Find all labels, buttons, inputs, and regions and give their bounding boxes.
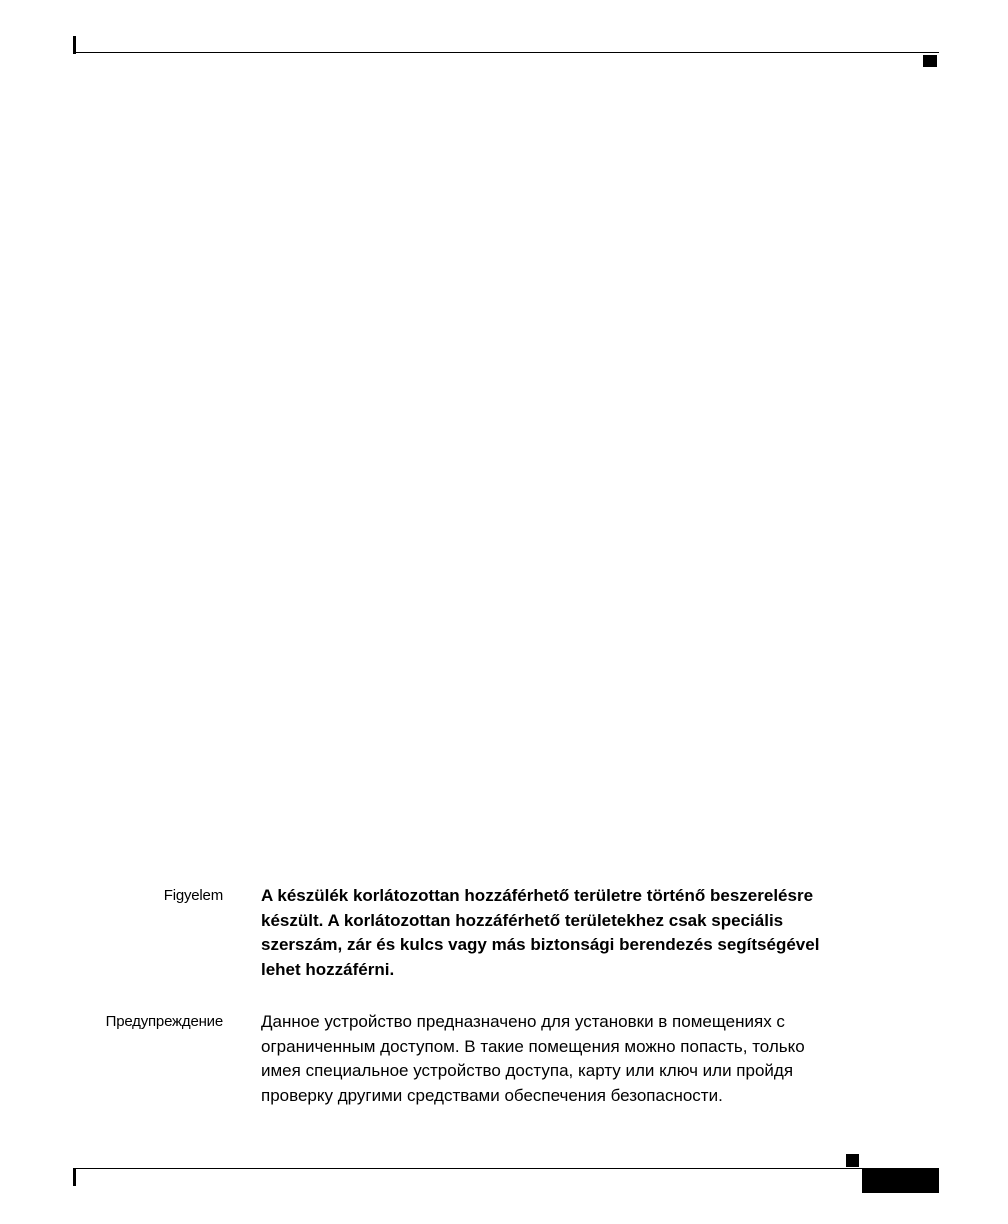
warning-text xyxy=(261,884,901,982)
warning-text-line: ограниченным доступом. В такие помещения можно попасть, только xyxy=(261,1036,805,1056)
warning-text-line: lehet hozzáférni. xyxy=(261,959,395,979)
warning-label: Figyelem xyxy=(163,887,223,904)
warning-label: Предупреждение xyxy=(105,1013,223,1030)
footer-marker xyxy=(846,1154,859,1167)
footer-rule xyxy=(73,1168,939,1169)
page-number-tab xyxy=(862,1168,939,1193)
warning-text-line: szerszám, zár és kulcs vagy más biztonsági berendezés segítségével xyxy=(261,935,820,954)
footer-tick xyxy=(73,1168,76,1186)
header-marker xyxy=(923,55,937,67)
header-rule xyxy=(73,52,939,53)
warning-text-line: A készülék korlátozottan hozzáférhető területre történő beszerelésre xyxy=(261,886,814,905)
warning-text-line: проверку другими средствами обеспечения безопасности. xyxy=(261,1085,723,1105)
warning-text xyxy=(261,1010,901,1108)
warning-text-line: Данное устройство предназначено для установки в помещениях с xyxy=(261,1012,785,1031)
warning-text-line: készült. A korlátozottan hozzáférhető területekhez csak speciális xyxy=(261,910,784,930)
warning-text-line: имея специальное устройство доступа, карту или ключ или пройдя xyxy=(261,1061,794,1080)
